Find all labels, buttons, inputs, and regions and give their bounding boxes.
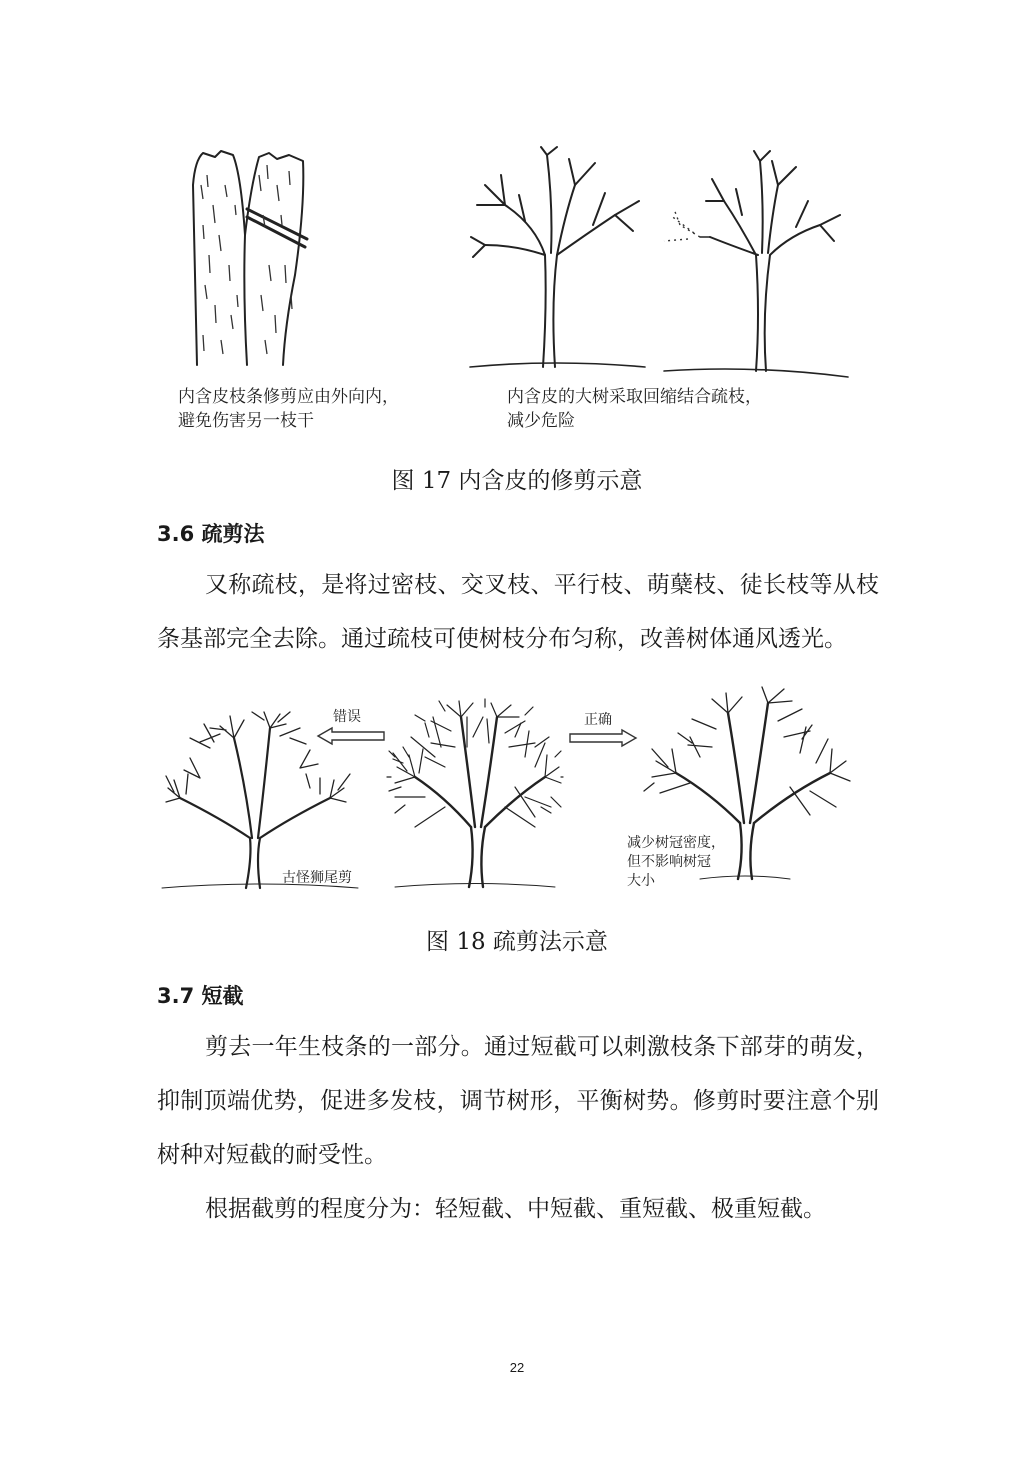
figure18-caption: 图 18 疏剪法示意 — [426, 929, 608, 955]
section-3-7-paragraph-2: 根据截剪的程度分为：轻短截、中短截、重短截、极重短截。 — [205, 1196, 826, 1222]
figure17-right-label-line1: 内含皮的大树采取回缩结合疏枝， — [507, 387, 762, 407]
tree-before-pruning-illustration — [465, 145, 655, 380]
figure17-right-label — [507, 385, 762, 433]
right-label: 正确 — [584, 712, 612, 728]
thinning-note — [627, 834, 725, 891]
section-3-6-heading: 3.6 疏剪法 — [157, 522, 265, 546]
lion-tail-pruning-label: 古怪狮尾剪 — [282, 870, 352, 886]
wrong-label: 错误 — [333, 709, 361, 725]
figure17-right-label-line2: 减少危险 — [507, 411, 575, 431]
figure17-caption: 图 17 内含皮的修剪示意 — [391, 468, 643, 494]
section-3-7-heading: 3.7 短截 — [157, 984, 244, 1008]
thinning-note-line3: 大小 — [627, 873, 655, 889]
tree-dense-original-illustration — [385, 697, 565, 892]
section-3-7-paragraph-1: 剪去一年生枝条的一部分。通过短截可以刺激枝条下部芽的萌发，抑制顶端优势，促进多发枝，调节树形，平衡树势。修剪时要注意个别树种对短截的耐受性。 — [157, 1034, 879, 1168]
thinning-note-line2: 但不影响树冠 — [627, 854, 711, 870]
arrow-left-icon — [316, 726, 386, 746]
figure17-left-label-line1: 内含皮枝条修剪应由外向内， — [178, 387, 399, 407]
tree-after-pruning-illustration — [660, 145, 850, 385]
figure17-left-label — [178, 385, 399, 433]
thinning-note-line1: 减少树冠密度， — [627, 835, 725, 851]
figure17-left-label-line2: 避免伤害另一枝干 — [178, 411, 314, 431]
arrow-right-icon — [568, 728, 638, 748]
section-3-6-paragraph: 又称疏枝，是将过密枝、交叉枝、平行枝、萌蘖枝、徒长枝等从枝条基部完全去除。通过疏枝可使树枝分布匀称，改善树体通风透光。 — [157, 572, 879, 652]
trunk-included-bark-illustration — [185, 145, 315, 370]
page-number: 22 — [509, 1360, 525, 1375]
